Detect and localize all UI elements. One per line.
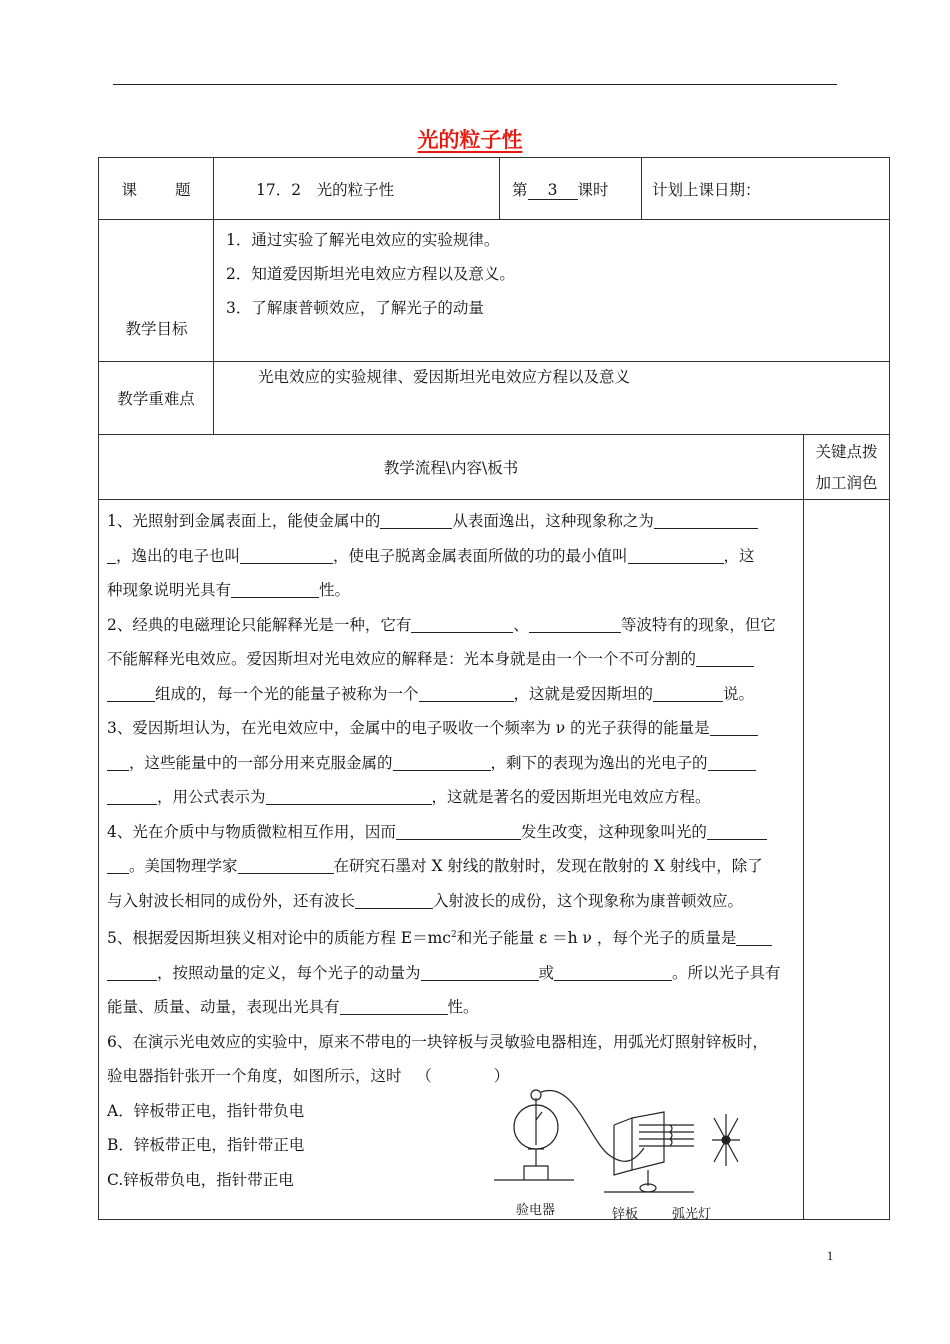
notes-column — [804, 500, 890, 1220]
electroscope-label: 验电器 — [516, 1203, 556, 1218]
flow-header-row — [99, 435, 890, 500]
question-content — [99, 500, 804, 1220]
option-a: A．锌板带正电，指针带负电 — [107, 1101, 305, 1120]
option-b: B．锌板带正电，指针带正电 — [107, 1136, 305, 1155]
notes-header-line1: 关键点拨 — [815, 443, 878, 461]
subject-value: 17．2 光的粒子性 — [214, 158, 500, 220]
content-row — [99, 500, 890, 1220]
goal-item-3: 3．了解康普顿效应，了解光子的动量 — [226, 299, 484, 317]
notes-header — [804, 435, 890, 500]
goal-item-1: 1．通过实验了解光电效应的实验规律。 — [226, 231, 500, 249]
question-5: 5、根据爱因斯坦狭义相对论中的质能方程 $E=mc^2$和光子能量 ε ＝h ν ，每个光子的质量是 ，按照动量的定义，每个光子的动量为 或 。所以光子具有 能量、质量、动量，表现出光具有 性。 — [107, 918, 797, 1025]
plan-date-label: 计划上课日期： — [642, 158, 890, 220]
zinc-plate-label: 锌板 — [612, 1207, 639, 1222]
subject-label-cell — [99, 158, 214, 220]
subject-label-2: 题 — [175, 180, 191, 199]
question-6: 6、在演示光电效应的实验中，原来不带电的一块锌板与灵敏验电器相连，用弧光灯照射锌板时， 验电器指针张开一个角度，如图所示，这时 （ ） A．锌板带正电，指针带负电 B．锌板带正电，指针带正电 C.锌板带负电，指针带正电 — [107, 1032, 768, 1189]
goals-row — [99, 220, 890, 362]
goals-content — [214, 220, 890, 362]
zinc-plate — [632, 1112, 664, 1170]
document-title: 光的粒子性 — [417, 128, 523, 152]
lesson-plan-table — [98, 157, 890, 1220]
header-rule — [113, 84, 837, 85]
goal-item-2: 2．知道爱因斯坦光电效应方程以及意义。 — [226, 265, 515, 283]
period-value: 3 — [528, 181, 578, 200]
period-cell — [500, 158, 642, 220]
period-prefix: 第 — [512, 180, 528, 199]
key-points-row — [99, 362, 890, 435]
flow-header: 教学流程\内容\板书 — [99, 435, 804, 500]
goals-label: 教学目标 — [125, 320, 188, 338]
header-row — [99, 158, 890, 220]
goals-label-cell — [99, 220, 214, 362]
period-suffix: 课时 — [577, 180, 609, 199]
question-3: 3、爱因斯坦认为，在光电效应中，金属中的电子吸收一个频率为 ν 的光子获得的能量是 ，这些能量中的一部分用来克服金属的 ，剩下的表现为逸出的光电子的 ，用公式表示为 ，这就是著名的爱因斯坦光电效应方程。 — [107, 711, 797, 815]
arc-lamp-label: 弧光灯 — [672, 1207, 712, 1222]
question-1: 1、光照射到金属表面上，能使金属中的 从表面逸出，这种现象称之为 ，逸出的电子也叫 ，使电子脱离金属表面所做的功的最小值叫 ，这 种现象说明光具有 性。 — [107, 504, 797, 608]
option-c: C.锌板带负电，指针带正电 — [107, 1170, 294, 1189]
notes-header-line2: 加工润色 — [815, 474, 878, 492]
key-points-label: 教学重难点 — [99, 362, 214, 435]
photoelectric-figure — [494, 1070, 794, 1220]
question-4: 4、光在介质中与物质微粒相互作用，因而 发生改变，这种现象叫光的 。美国物理学家 在研究石墨对 X 射线的散射时，发现在散射的 X 射线中，除了 与入射波长相同的成份外，还有波长 入射波长的成份，这个现象称为康普顿效应。 — [107, 815, 797, 919]
subject-label-1: 课 — [121, 180, 137, 199]
key-points-text: 光电效应的实验规律、爱因斯坦光电效应方程以及意义 — [258, 368, 631, 386]
question-2: 2、经典的电磁理论只能解释光是一种，它有 、 等波特有的现象，但它 不能解释光电效应。爱因斯坦对光电效应的解释是：光本身就是由一个一个不可分割的 组成的，每一个光的能量子被称为一个 ，这就是爱因斯坦的 说。 — [107, 608, 797, 712]
key-points-content — [214, 362, 890, 435]
page-number: 1 — [826, 1248, 834, 1263]
